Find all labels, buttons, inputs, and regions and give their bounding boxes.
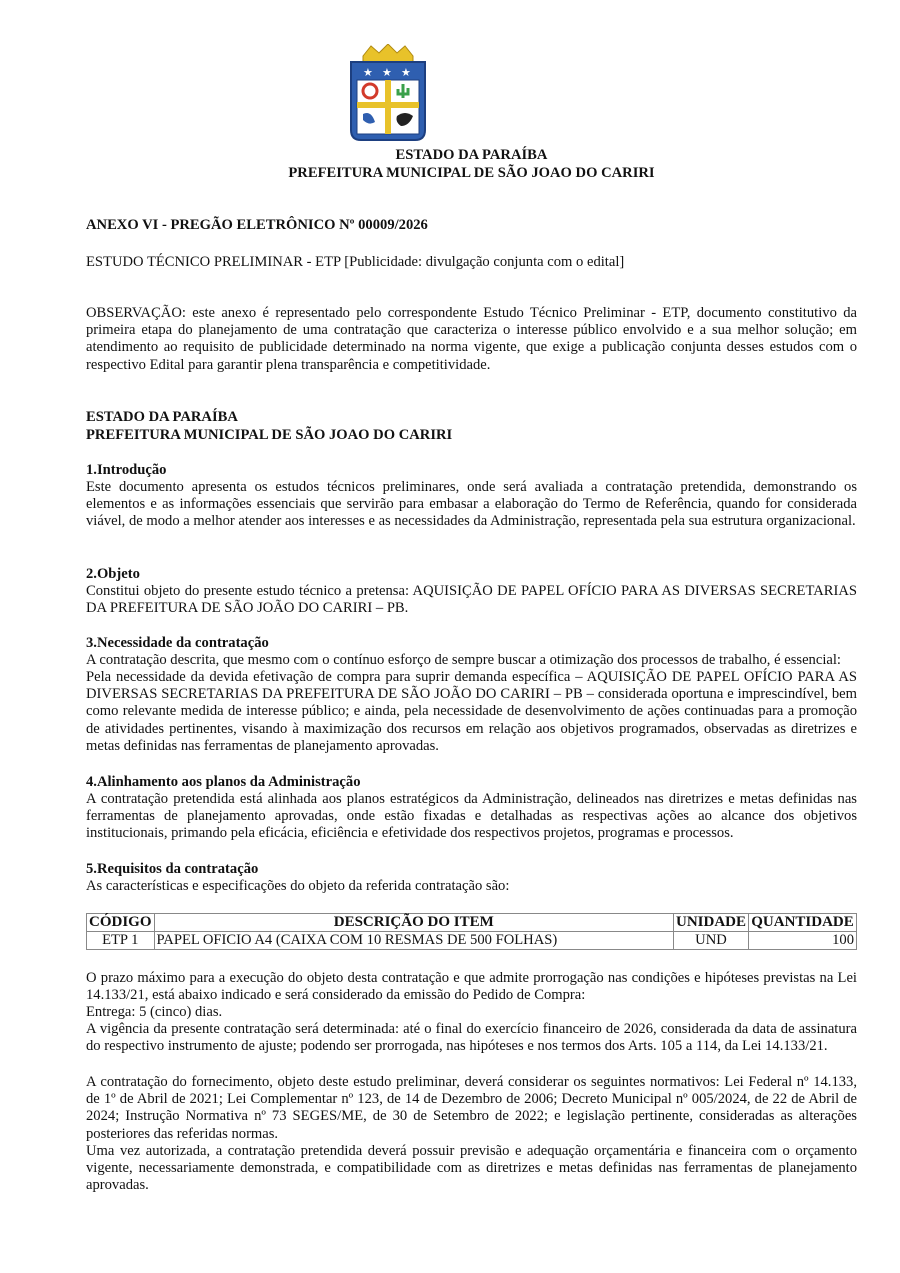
second-header-municipality: PREFEITURA MUNICIPAL DE SÃO JOAO DO CARIRI xyxy=(86,427,453,443)
header-quantity: QUANTIDADE xyxy=(749,914,857,932)
header-municipality: PREFEITURA MUNICIPAL DE SÃO JOAO DO CARIRI xyxy=(288,165,655,181)
closing-delivery: Entrega: 5 (cinco) dias. xyxy=(86,1004,223,1020)
header-unit: UNIDADE xyxy=(673,914,748,932)
section-need-text2: Pela necessidade da devida efetivação de compra para suprir demanda específica – AQUISIÇÃO DE PAPEL OFÍCIO PARA AS DIVERSAS SECRETARIAS DA PREFEITURA DE SÃO JOÃO DO CARIRI – PB – considerada oportuna e imprescindível, bem como relevante medida de interesse público; e ainda, pela necessidade de desenvolvimento de ações continuadas para a promoção de atividades pertinentes, visando à maximização dos recursos em relação aos objetivos programados, observadas as diretrizes e metas definidas nas ferramentas de planejamento aprovadas. xyxy=(86,669,857,754)
closing-deadline: O prazo máximo para a execução do objeto desta contratação e que admite prorrogação nas condições e hipóteses previstas na Lei 14.133/21, está abaixo indicado e será considerado da emissão do Pedido de Compra: xyxy=(86,970,857,1004)
section-need-text1: A contratação descrita, que mesmo com o contínuo esforço de sempre buscar a otimização dos processos de trabalho, é essencial: xyxy=(86,652,841,668)
closing-norms: A contratação do fornecimento, objeto deste estudo preliminar, deverá considerar os seguintes normativos: Lei Federal nº 14.133, de 1º de Abril de 2021; Lei Complementar nº 123, de 14 de Dezembro de 2006; Decreto Municipal nº 005/2024, de 22 de Abril de 2024; Instrução Normativa nº 73 SEGES/ME, de 30 de Setembro de 2022; e legislação pertinente, consideradas as alterações posteriores das referidas normas. xyxy=(86,1074,857,1142)
svg-text:★: ★ xyxy=(382,66,392,79)
annex-title: ANEXO VI - PREGÃO ELETRÔNICO Nº 00009/2026 xyxy=(86,217,428,233)
coat-of-arms-icon xyxy=(345,44,431,144)
header-code: CÓDIGO xyxy=(87,914,155,932)
items-table-wrapper xyxy=(86,913,857,950)
second-header-state: ESTADO DA PARAÍBA xyxy=(86,409,238,425)
section-object-text: Constitui objeto do presente estudo técnico a pretensa: AQUISIÇÃO DE PAPEL OFÍCIO PARA AS DIVERSAS SECRETARIAS DA PREFEITURA DE SÃO JOÃO DO CARIRI – PB. xyxy=(86,583,857,617)
items-table xyxy=(86,913,857,950)
study-subtitle: ESTUDO TÉCNICO PRELIMINAR - ETP [Publicidade: divulgação conjunta com o edital] xyxy=(86,254,625,270)
cell-code: ETP 1 xyxy=(87,932,155,950)
svg-text:★: ★ xyxy=(363,66,373,79)
header-description: DESCRIÇÃO DO ITEM xyxy=(154,914,673,932)
cell-unit: UND xyxy=(673,932,748,950)
section-intro-text: Este documento apresenta os estudos técnicos preliminares, onde será avaliada a contratação pretendida, demonstrando os elementos e as informações essenciais que servirão para embasar a elaboração do Termo de Referência, quando for considerada viável, de modo a melhor atender aos interesses e as necessidades da Administração, representada pela sua estrutura organizacional. xyxy=(86,479,857,530)
svg-text:★: ★ xyxy=(401,66,411,79)
section-object-title: 2.Objeto xyxy=(86,566,140,582)
section-alignment-text: A contratação pretendida está alinhada aos planos estratégicos da Administração, delineados nas diretrizes e metas definidas nas ferramentas de planejamento aprovadas, onde estão fixadas e detalhadas as respectivas ações ao alcance dos objetivos institucionais, primando pela eficácia, eficiência e efetividade dos respectivos projetos, programas e processos. xyxy=(86,791,857,842)
cell-description: PAPEL OFICIO A4 (CAIXA COM 10 RESMAS DE 500 FOLHAS) xyxy=(154,932,673,950)
cell-quantity: 100 xyxy=(749,932,857,950)
section-alignment-title: 4.Alinhamento aos planos da Administração xyxy=(86,774,361,790)
items-table-header xyxy=(87,914,857,932)
section-requirements-title: 5.Requisitos da contratação xyxy=(86,861,259,877)
section-requirements-text: As características e especificações do objeto da referida contratação são: xyxy=(86,878,510,894)
table-row xyxy=(87,932,857,950)
section-need-title: 3.Necessidade da contratação xyxy=(86,635,269,651)
closing-budget: Uma vez autorizada, a contratação pretendida deverá possuir previsão e adequação orçamentária e financeira com o orçamento vigente, necessariamente demonstrada, e compatibilidade com as diretrizes e metas definidas nas ferramentas de planejamento aprovadas. xyxy=(86,1143,857,1194)
header-state: ESTADO DA PARAÍBA xyxy=(395,147,548,163)
closing-validity: A vigência da presente contratação será determinada: até o final do exercício financeiro de 2026, considerada da data de assinatura do respectivo instrumento de ajuste; podendo ser prorrogada, nas hipóteses e nos termos dos Arts. 105 a 114, da Lei 14.133/21. xyxy=(86,1021,857,1055)
observation-paragraph: OBSERVAÇÃO: este anexo é representado pelo correspondente Estudo Técnico Preliminar - ETP, documento constitutivo da primeira etapa do planejamento de uma contratação que caracteriza o interesse público envolvido e a sua melhor solução; em atendimento ao requisito de publicidade determinado na norma vigente, que exige a publicação conjunta desses estudos com o respectivo Edital para garantir plena transparência e competitividade. xyxy=(86,305,857,373)
section-intro-title: 1.Introdução xyxy=(86,462,167,478)
